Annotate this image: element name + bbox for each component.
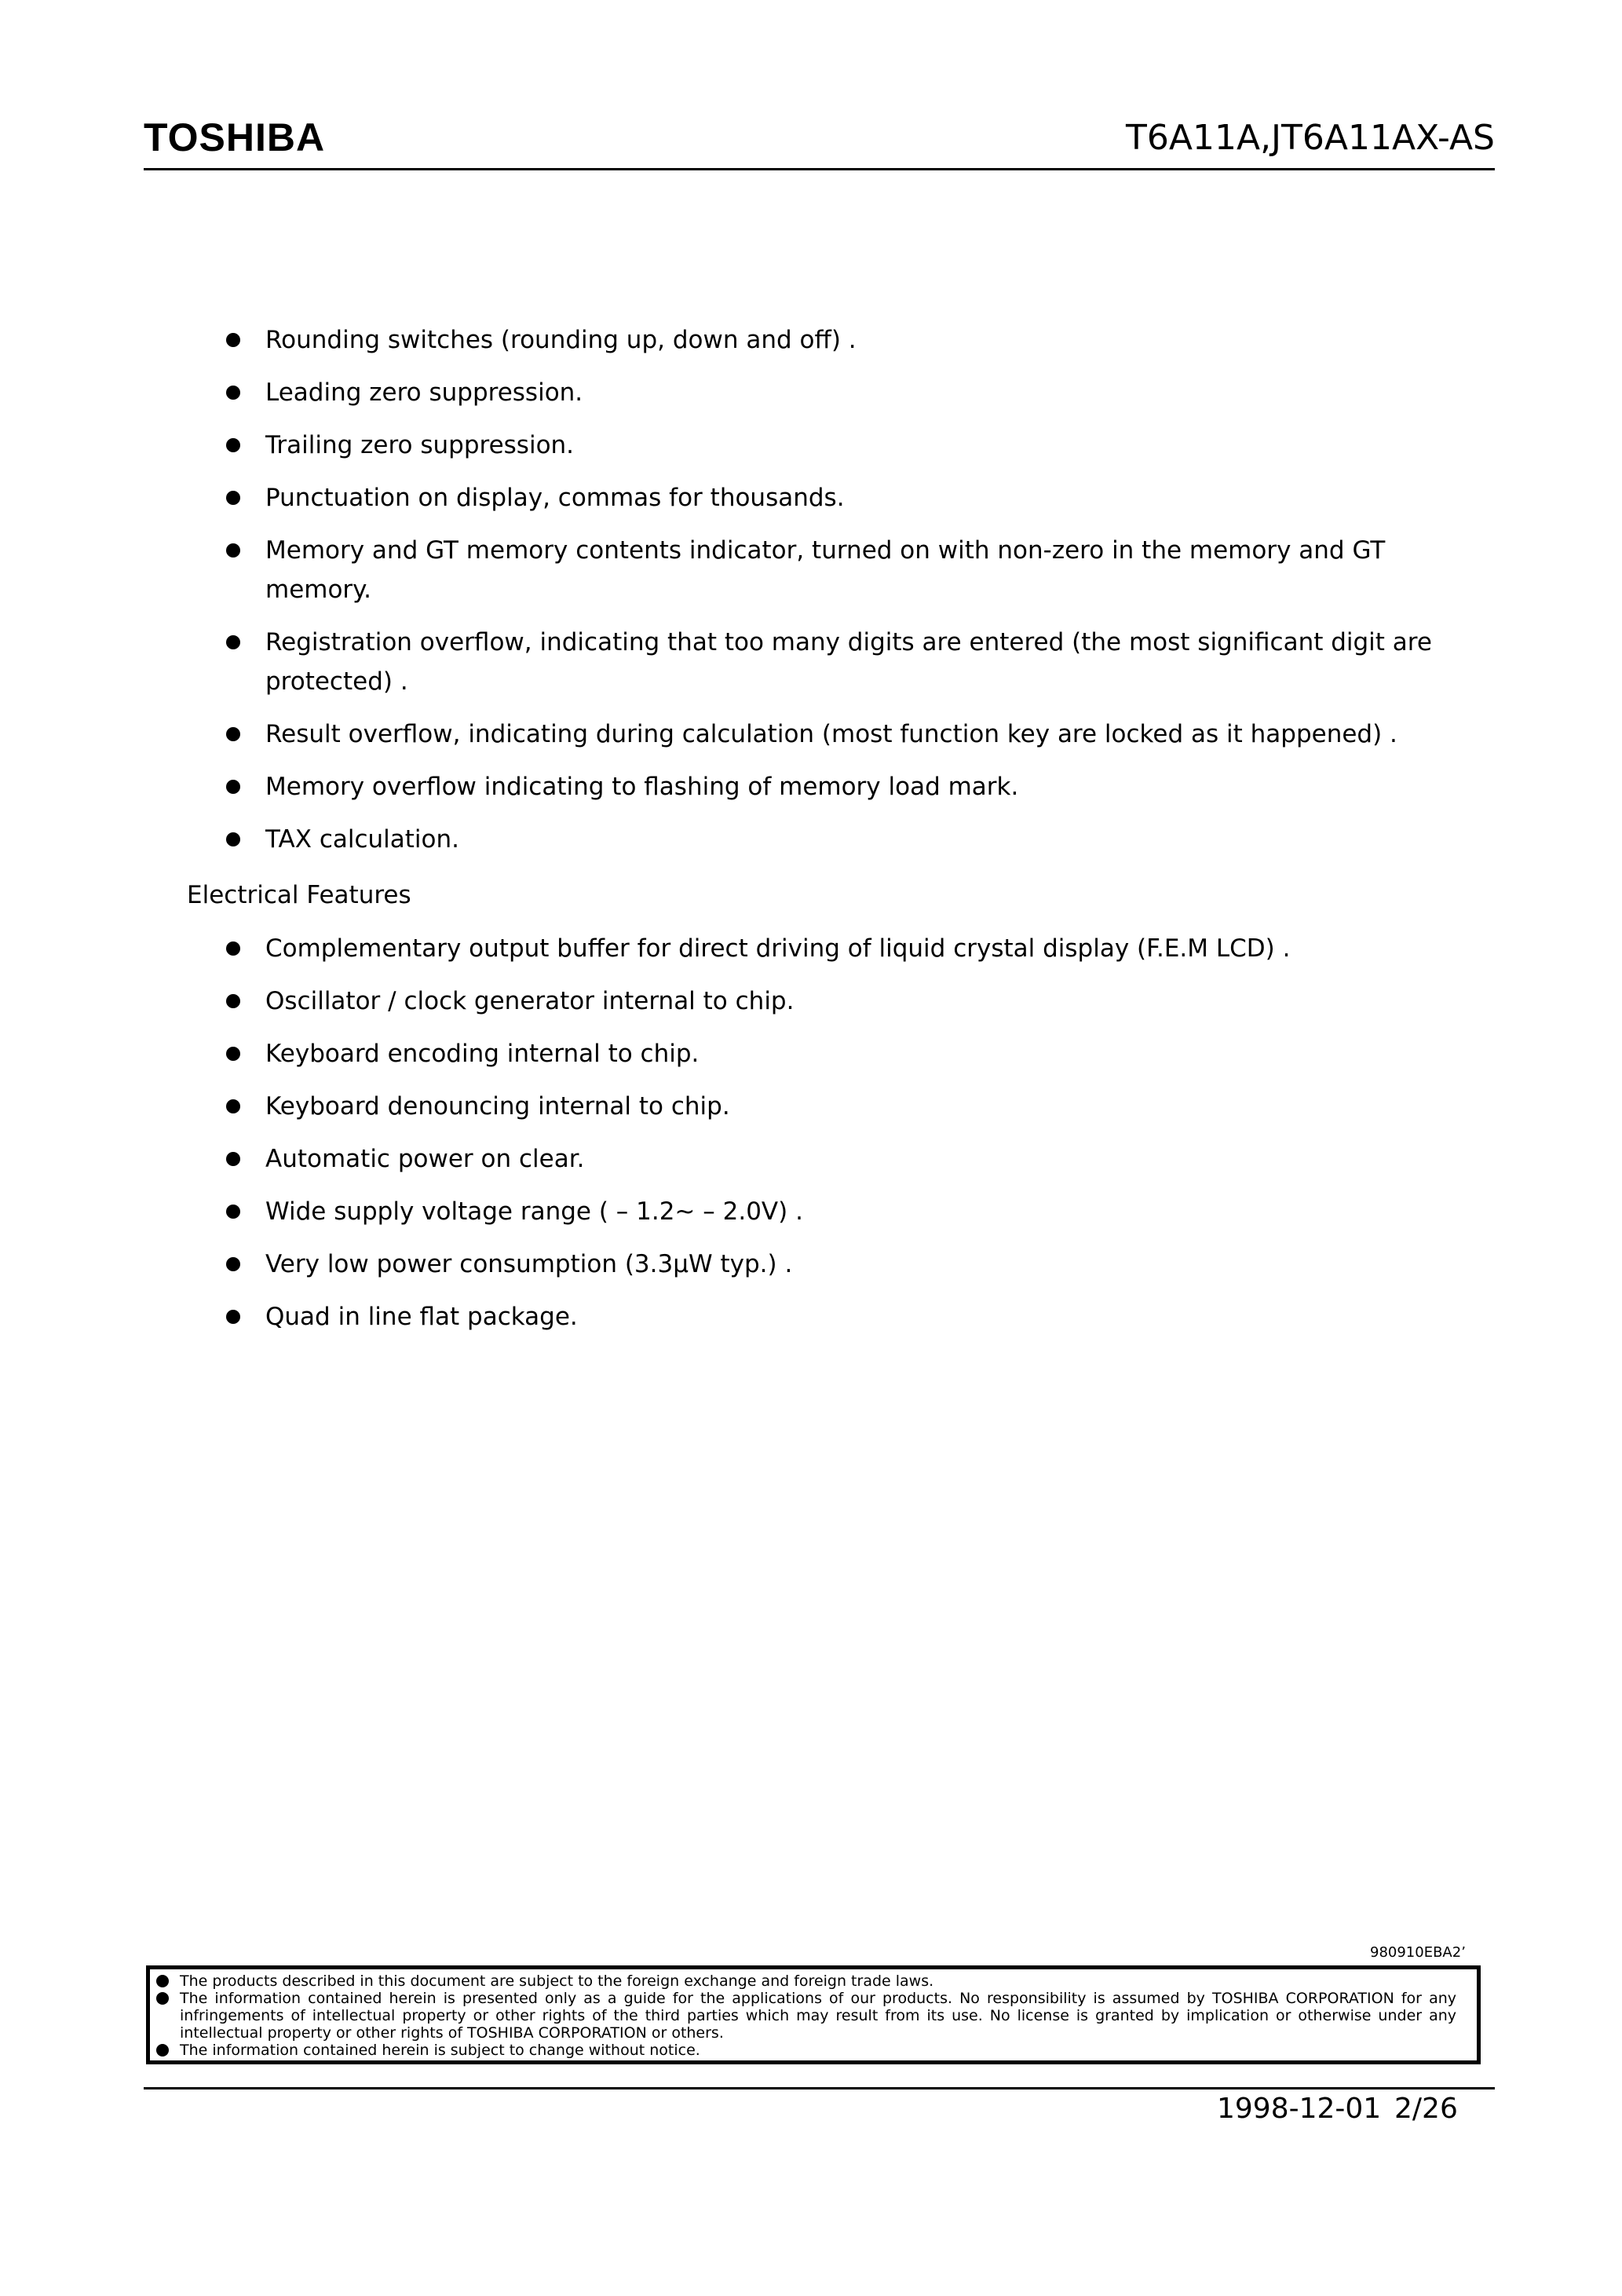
list-item: Rounding switches (rounding up, down and off) . [226, 320, 1474, 360]
bullet-icon [226, 1310, 240, 1324]
bullet-icon [226, 543, 240, 558]
bullet-icon [226, 491, 240, 505]
bullet-icon [226, 727, 240, 741]
list-item: Registration overflow, indicating that too many digits are entered (the most significant digit are protected) . [226, 623, 1474, 701]
disclaimer-item: The information contained herein is subject to change without notice. [180, 2042, 1456, 2059]
bullet-icon [226, 386, 240, 400]
bullet-icon [226, 333, 240, 347]
electrical-features-heading: Electrical Features [187, 881, 411, 909]
list-item: Keyboard denouncing internal to chip. [226, 1087, 1474, 1126]
bullet-icon [226, 780, 240, 794]
bullet-icon [156, 1975, 169, 1987]
disclaimer-item: The products described in this document are subject to the foreign exchange and foreign trade laws. [180, 1972, 1456, 1990]
list-item: Leading zero suppression. [226, 373, 1474, 412]
disclaimer-item: The information contained herein is presented only as a guide for the applications of our products. No responsibility is assumed by TOSHIBA CORPORATION for any infringements of intellectual property or other rights of the third parties which may result from its use. No license is granted by implication or otherwise under any intellectual property or other rights of TOSHIBA CORPORATION or others. [180, 1990, 1456, 2042]
list-item: Punctuation on display, commas for thousands. [226, 478, 1474, 517]
list-item: Wide supply voltage range ( – 1.2~ – 2.0V) . [226, 1192, 1474, 1231]
bullet-icon [226, 832, 240, 846]
list-item: Quad in line flat package. [226, 1297, 1474, 1336]
revision-date: 1998-12-01 [1217, 2093, 1382, 2125]
list-item: Result overflow, indicating during calculation (most function key are locked as it happened) . [226, 715, 1474, 754]
bullet-icon [156, 1992, 169, 2005]
bullet-icon [226, 941, 240, 956]
electrical-feature-list [226, 929, 1474, 1350]
bullet-icon [226, 1047, 240, 1061]
page-header [144, 116, 1495, 170]
bullet-icon [226, 1205, 240, 1219]
bullet-icon [226, 635, 240, 649]
bullet-icon [156, 2044, 169, 2057]
list-item: Complementary output buffer for direct driving of liquid crystal display (F.E.M LCD) . [226, 929, 1474, 968]
document-id: 980910EBA2’ [1370, 1944, 1466, 1961]
bullet-icon [226, 1099, 240, 1113]
feature-list [226, 320, 1474, 872]
footer-divider [144, 2087, 1495, 2089]
page-number: 2/26 [1394, 2093, 1458, 2125]
list-item: Oscillator / clock generator internal to chip. [226, 982, 1474, 1021]
bullet-icon [226, 438, 240, 452]
bullet-icon [226, 1152, 240, 1166]
list-item: Trailing zero suppression. [226, 426, 1474, 465]
bullet-icon [226, 994, 240, 1008]
list-item: Automatic power on clear. [226, 1139, 1474, 1179]
toshiba-logo: TOSHIBA [144, 115, 326, 159]
disclaimer-box [146, 1965, 1481, 2064]
list-item: Very low power consumption (3.3μW typ.) . [226, 1245, 1474, 1284]
list-item: Keyboard encoding internal to chip. [226, 1034, 1474, 1073]
list-item: TAX calculation. [226, 820, 1474, 859]
part-number: T6A11A,JT6A11AX-AS [1126, 118, 1495, 158]
list-item: Memory and GT memory contents indicator, turned on with non-zero in the memory and GT memory. [226, 531, 1474, 609]
list-item: Memory overflow indicating to flashing of memory load mark. [226, 767, 1474, 806]
bullet-icon [226, 1257, 240, 1271]
